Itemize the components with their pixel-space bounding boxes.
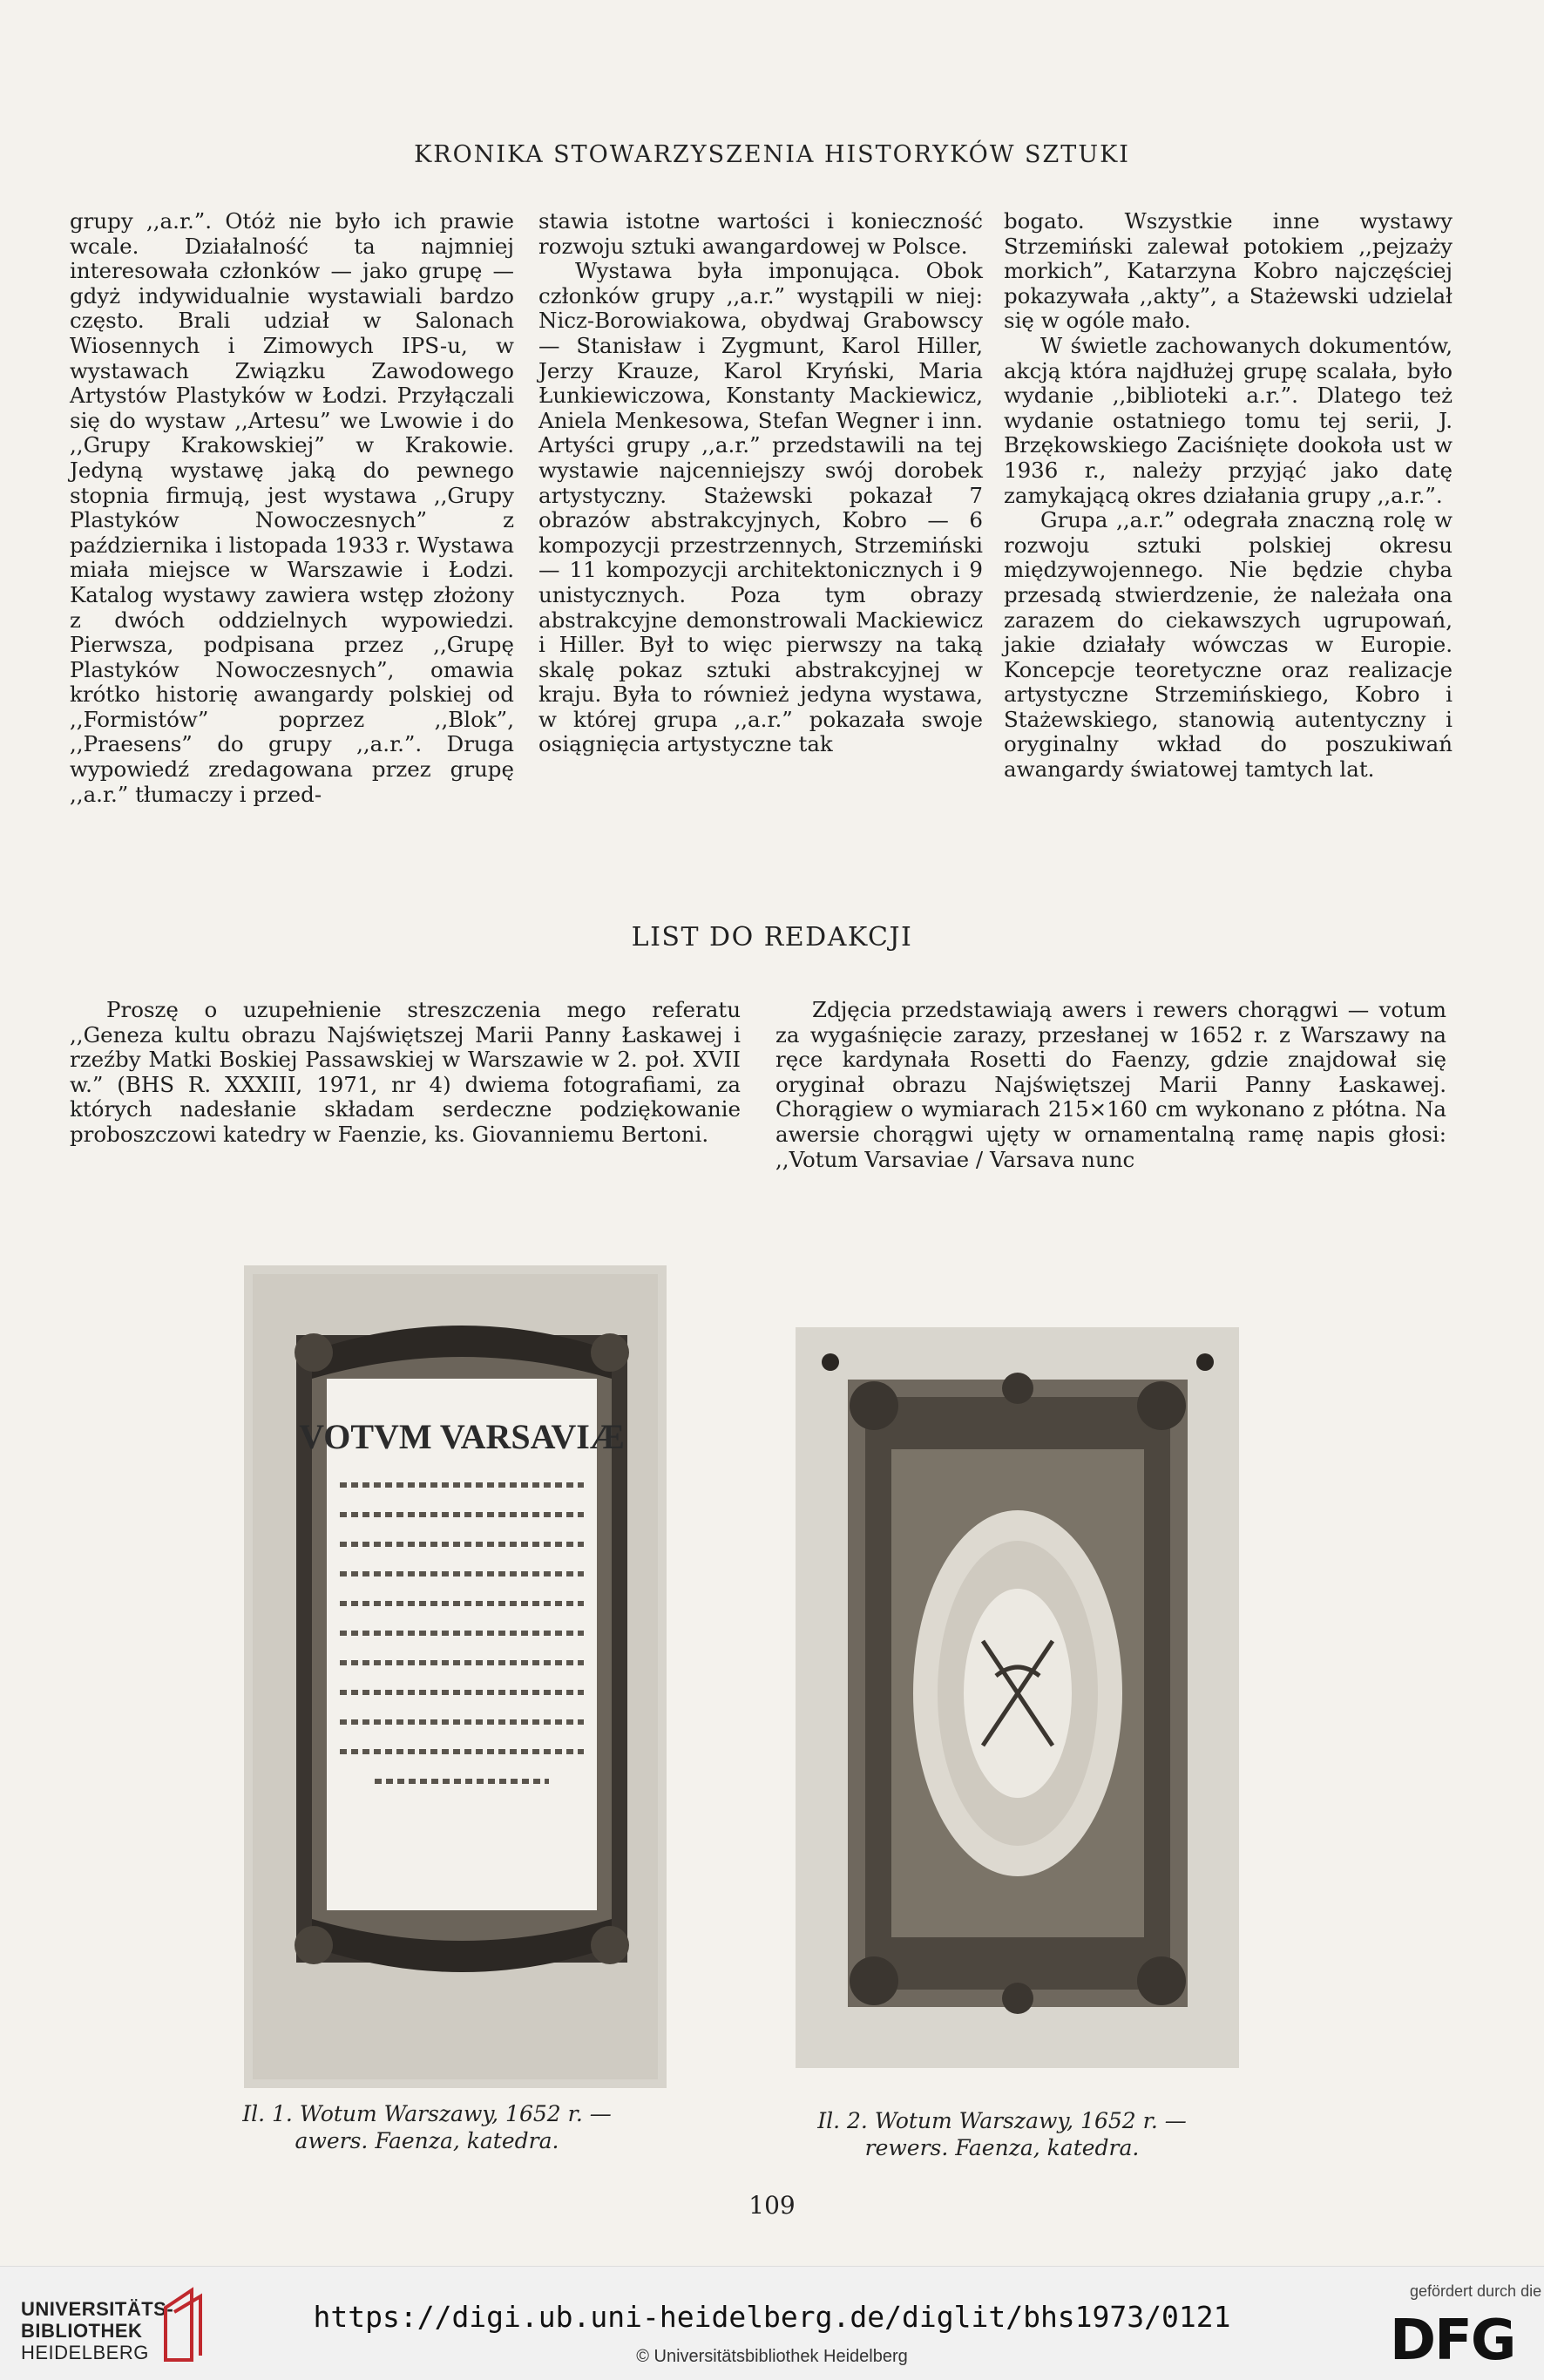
dfg-logo: DFG bbox=[1390, 2309, 1515, 2373]
figure-banner-reverse bbox=[796, 1327, 1239, 2068]
letter-column-left bbox=[70, 998, 741, 1148]
text-column-1 bbox=[70, 209, 514, 807]
paragraph: grupy ,,a.r.”. Otóż nie było ich prawie wcale. Działalność ta najmniej interesowała członków — jako grupę — gdyż indywidualnie wystawiali bardzo często. Brali udział w Salonach Wiosennych i Zimowych IPS-u, w wystawach Związku Zawodowego Artystów Plastyków w Łodzi. Przyłączali się do wystaw ,,Artesu” we Lwowie i do ,,Grupy Krakowskiej” w Krakowie. Jedyną wystawę jaką do pewnego stopnia firmują, jest wystawa ,,Grupy Plastyków Nowoczesnych” z października i listopada 1933 r. Wystawa miała miejsce w Warszawie i Łodzi. Katalog wystawy zawiera wstęp złożony z dwóch oddzielnych wypowiedzi. Pierwsza, podpisana przez ,,Grupę Plastyków Nowoczesnych”, omawia krótko historię awangardy polskiej od ,,Formistów” poprzez ,,Blok”, ,,Praesens” do grupy ,,a.r.”. Druga wypowiedź zredagowana przez grupę ,,a.r.” tłumaczy i przed- bbox=[70, 208, 514, 807]
letter-column-right bbox=[775, 998, 1446, 1172]
copyright-notice: © Universitätsbibliothek Heidelberg bbox=[636, 2347, 908, 2366]
paragraph: Wystawa była imponująca. Obok członków grupy ,,a.r.” wystąpili w niej: Nicz-Borowiakowa, obydwaj Grabowscy — Stanisław i Zygmunt, Karol Hiller, Jerzy Krauze, Karol Kryński, Maria Łunkiewiczowa, Konstanty Mackiewicz, Aniela Menkesowa, Stefan Wegner i inn. Artyści grupy ,,a.r.” przedstawili na tej wystawie najcenniejszy swój dorobek artystyczny. Stażewski pokazał 7 obrazów abstrakcyjnych, Kobro — 6 kompozycji przestrzennych, Strzemiński — 11 kompozycji architektonicznych i 9 unistycznych. Poza tym obrazy abstrakcyjne demonstrowali Mackiewicz i Hiller. Był to więc pierwszy na taką skalę pokaz sztuki abstrakcyjnej w kraju. Była to również jedyna wystawa, w której grupa ,,a.r.” pokazała swoje osiągnięcia artystyczne tak bbox=[538, 258, 983, 757]
inscription-title: VOTVM VARSAVIÆ bbox=[299, 1417, 625, 1456]
paragraph: stawia istotne wartości i konieczność rozwoju sztuki awangardowej w Polsce. bbox=[538, 208, 983, 259]
figure-banner-obverse bbox=[244, 1265, 667, 2088]
figure-2-caption bbox=[775, 2107, 1229, 2161]
paragraph: W świetle zachowanych dokumentów, akcją która najdłużej grupę scalała, było wydanie ,,biblioteki a.r.”. Dlatego też wydanie ostatniego tomu tej serii, J. Brzękowskiego Zaciśnięte dookoła ust w 1936 r., należy przyjąć jako datę zamykającą okres działania grupy ,,a.r.”. bbox=[1004, 332, 1453, 508]
paragraph: bogato. Wszystkie inne wystawy Strzemiński zalewał potokiem ,,pejzaży morkich”, Katarzyna Kobro najczęściej pokazywała ,,akty”, a Stażewski udzielał się w ogóle mało. bbox=[1004, 208, 1453, 334]
banner-obverse-photo bbox=[244, 1265, 667, 2088]
paragraph: Zdjęcia przedstawiają awers i rewers chorągwi — votum za wygaśnięcie zarazy, przesłanej w 1652 r. z Warszawy na ręce kardynała Rosetti do Faenzy, gdzie znajdował się oryginał obrazu Najświętszej Marii Panny Łaskawej. Chorągiew o wymiarach 215×160 cm wykonano z płótna. Na awersie chorągwi ujęty w ornamentalną ramę napis głosi: ,,Votum Varsaviae / Varsava nunc bbox=[775, 997, 1446, 1172]
text-column-2 bbox=[538, 209, 983, 757]
library-name-line: UNIVERSITÄTS- bbox=[21, 2298, 174, 2320]
caption-line: Il. 2. Wotum Warszawy, 1652 r. — bbox=[817, 2108, 1187, 2133]
funding-note: gefördert durch die bbox=[1410, 2282, 1542, 2300]
library-name-line: BIBLIOTHEK bbox=[21, 2320, 143, 2342]
library-name-line: HEIDELBERG bbox=[21, 2342, 149, 2363]
text-column-3 bbox=[1004, 209, 1453, 783]
caption-line: rewers. Faenza, katedra. bbox=[864, 2135, 1140, 2160]
paragraph: Proszę o uzupełnienie streszczenia mego referatu ,,Geneza kultu obrazu Najświętszej Marii Panny Łaskawej i rzeźby Matki Boskiej Passawskiej w Warszawie w 2. poł. XVII w.” (BHS R. XXXIII, 1971, nr 4) dwiema fotografiami, za których nadesłanie składam serdeczne podziękowanie proboszczowi katedry w Faenzie, ks. Giovanniemu Bertoni. bbox=[70, 997, 741, 1147]
permalink-url[interactable]: https://digi.ub.uni-heidelberg.de/diglit/bhs1973/0121 bbox=[313, 2300, 1231, 2334]
figure-1-caption bbox=[200, 2100, 653, 2154]
paragraph: Grupa ,,a.r.” odegrała znaczną rolę w rozwoju sztuki polskiej okresu międzywojennego. Nie będzie chyba przesadą stwierdzenie, że należała ona zarazem do ciekawszych ugrupowań, jakie działały wówczas w Europie. Koncepcje teoretyczne oraz realizacje artystyczne Strzemińskiego, Kobro i Stażewskiego, stanowią autentyczny i oryginalny wkład do poszukiwań awangardy światowej tamtych lat. bbox=[1004, 507, 1453, 783]
page-number: 109 bbox=[748, 2191, 796, 2220]
viewer-footer bbox=[0, 2266, 1544, 2380]
section-title: LIST DO REDAKCJI bbox=[631, 922, 913, 953]
running-head: KRONIKA STOWARZYSZENIA HISTORYKÓW SZTUKI bbox=[414, 141, 1130, 168]
caption-line: awers. Faenza, katedra. bbox=[295, 2128, 559, 2153]
caption-line: Il. 1. Wotum Warszawy, 1652 r. — bbox=[242, 2101, 612, 2126]
banner-reverse-photo bbox=[796, 1327, 1239, 2068]
